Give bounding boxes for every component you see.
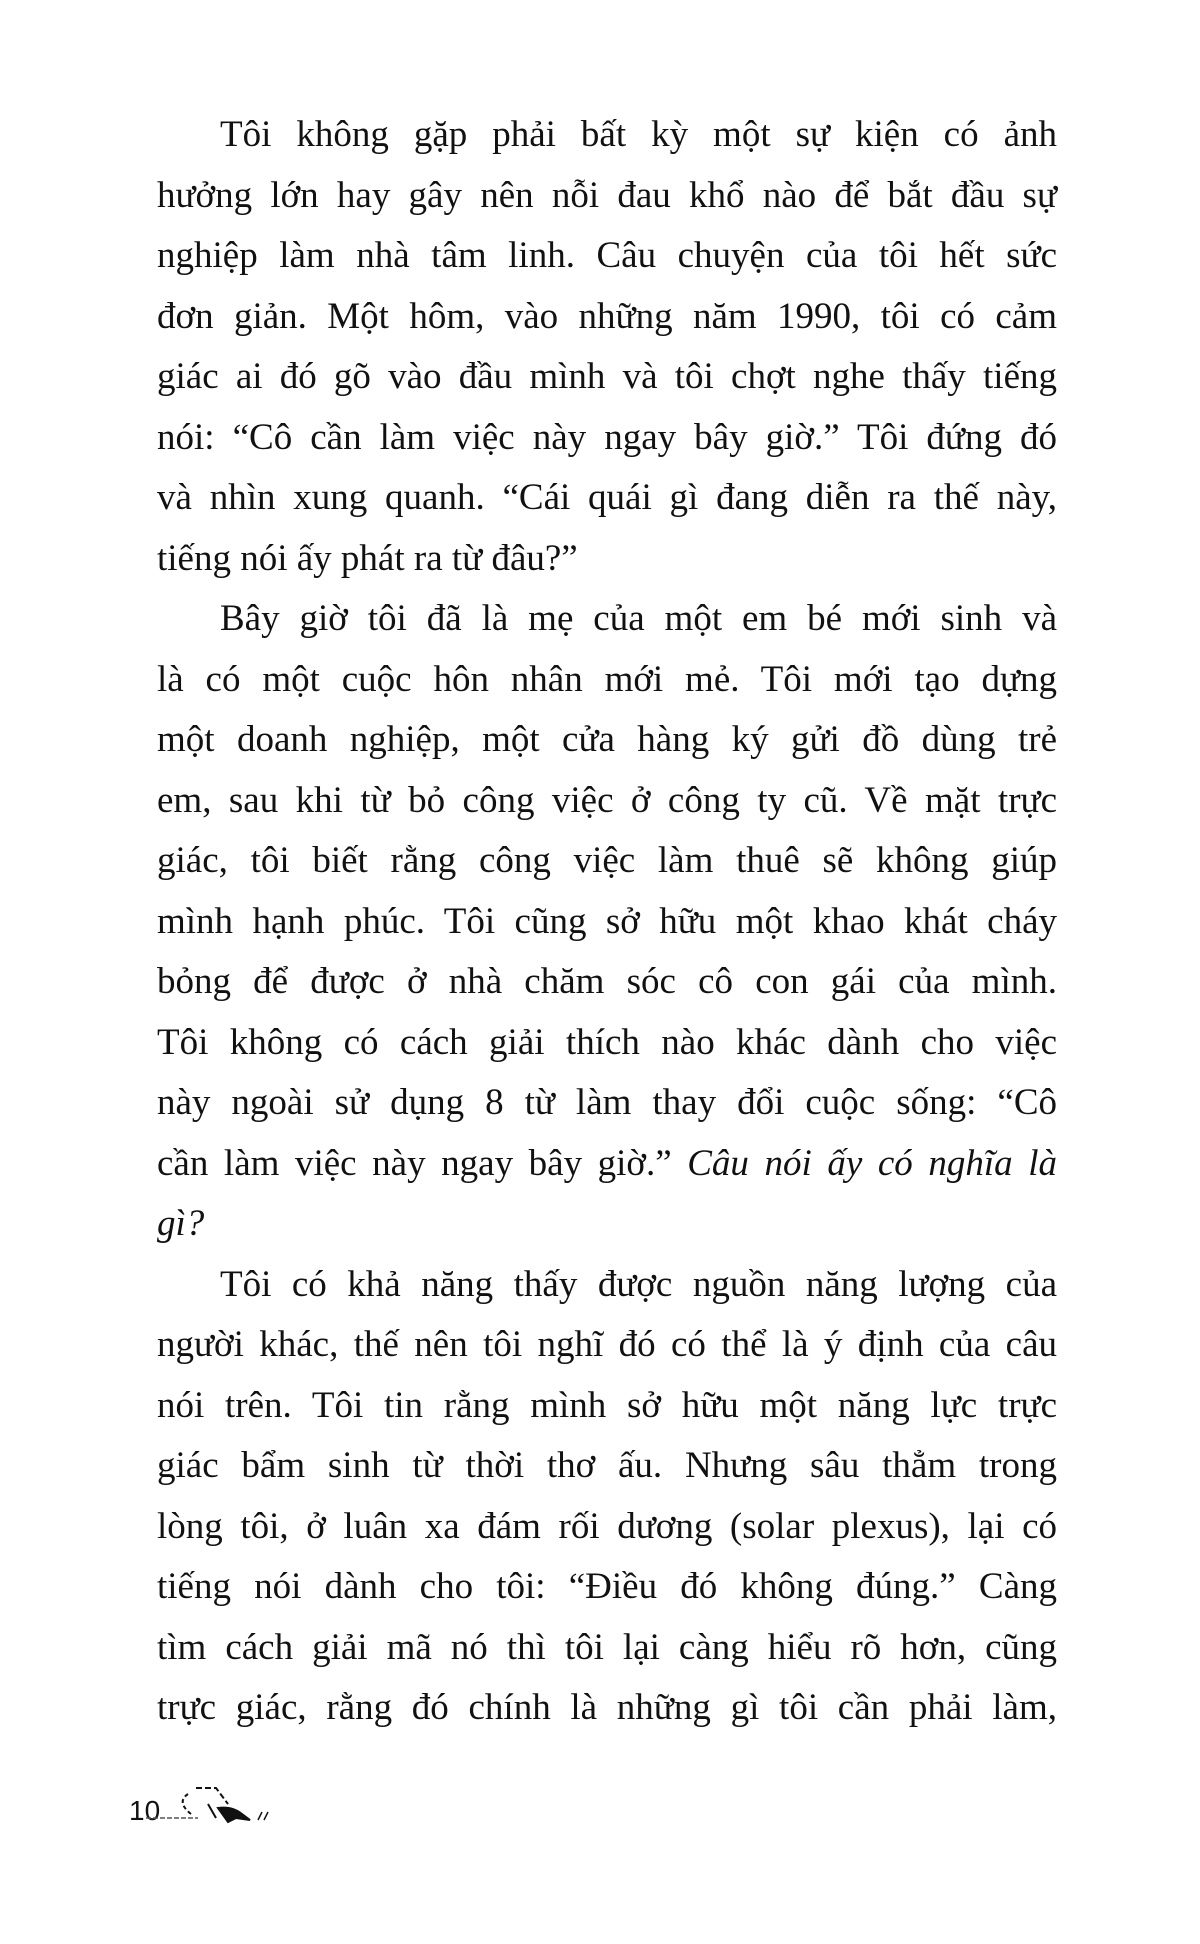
body-text: [157, 105, 1057, 1739]
text-line: nói trên. Tôi tin rằng mình sở hữu một năng lực trực: [157, 1384, 1057, 1426]
text-line: lòng tôi, ở luân xa đám rối dương (solar plexus), lại có: [157, 1505, 1057, 1547]
text-line: giác ai đó gõ vào đầu mình và tôi chợt nghe thấy tiếng: [157, 356, 1057, 397]
text-line: Tôi không có cách giải thích nào khác dành cho việc: [157, 1021, 1057, 1063]
page-number: 10: [129, 1795, 161, 1826]
text-line: một doanh nghiệp, một cửa hàng ký gửi đồ dùng trẻ: [157, 719, 1057, 760]
text-line: [157, 1194, 1057, 1255]
paragraph-2: [157, 589, 1057, 1255]
text-line: giác, tôi biết rằng công việc làm thuê sẽ không giúp: [157, 840, 1057, 881]
text-line: nói: “Cô cần làm việc này ngay bây giờ.” Tôi đứng đó: [157, 416, 1057, 458]
ornament-icon: [146, 1782, 276, 1832]
paragraph-3: [157, 1255, 1057, 1739]
text-line: Bây giờ tôi đã là mẹ của một em bé mới sinh và: [220, 598, 1057, 639]
text-line: người khác, thế nên tôi nghĩ đó có thể là ý định của câu: [157, 1324, 1057, 1365]
text-line: em, sau khi từ bỏ công việc ở công ty cũ. Về mặt trực: [157, 779, 1057, 821]
italic-text: Câu nói ấy có nghĩa là: [687, 1142, 1057, 1184]
text-line: [157, 1134, 1057, 1195]
text-line: tìm cách giải mã nó thì tôi lại càng hiểu rõ hơn, cũng: [157, 1626, 1057, 1668]
text-line: trực giác, rằng đó chính là những gì tôi cần phải làm,: [157, 1687, 1057, 1728]
text-line: nghiệp làm nhà tâm linh. Câu chuyện của tôi hết sức: [157, 235, 1057, 276]
text-line: tiếng nói dành cho tôi: “Điều đó không đúng.” Càng: [157, 1566, 1057, 1607]
text-line: Tôi không gặp phải bất kỳ một sự kiện có ảnh: [220, 114, 1057, 155]
text-line: giác bẩm sinh từ thời thơ ấu. Nhưng sâu thẳm trong: [157, 1445, 1057, 1486]
text-line: bỏng để được ở nhà chăm sóc cô con gái của mình.: [157, 961, 1057, 1002]
text-line: Tôi có khả năng thấy được nguồn năng lượng của: [220, 1263, 1057, 1305]
italic-text: gì?: [157, 1203, 205, 1244]
text-line: này ngoài sử dụng 8 từ làm thay đổi cuộc sống: “Cô: [157, 1082, 1057, 1123]
text-line: hưởng lớn hay gây nên nỗi đau khổ nào để bắt đầu sự: [157, 174, 1057, 216]
text-line: tiếng nói ấy phát ra từ đâu?”: [157, 537, 578, 579]
text-segment: cần làm việc này ngay bây giờ.”: [157, 1142, 688, 1184]
text-line: đơn giản. Một hôm, vào những năm 1990, tôi có cảm: [157, 295, 1057, 337]
text-line: là có một cuộc hôn nhân mới mẻ. Tôi mới tạo dựng: [157, 658, 1057, 700]
text-line: mình hạnh phúc. Tôi cũng sở hữu một khao khát cháy: [157, 900, 1057, 942]
text-line: và nhìn xung quanh. “Cái quái gì đang diễn ra thế này,: [157, 477, 1057, 518]
paragraph-1: [157, 105, 1057, 589]
